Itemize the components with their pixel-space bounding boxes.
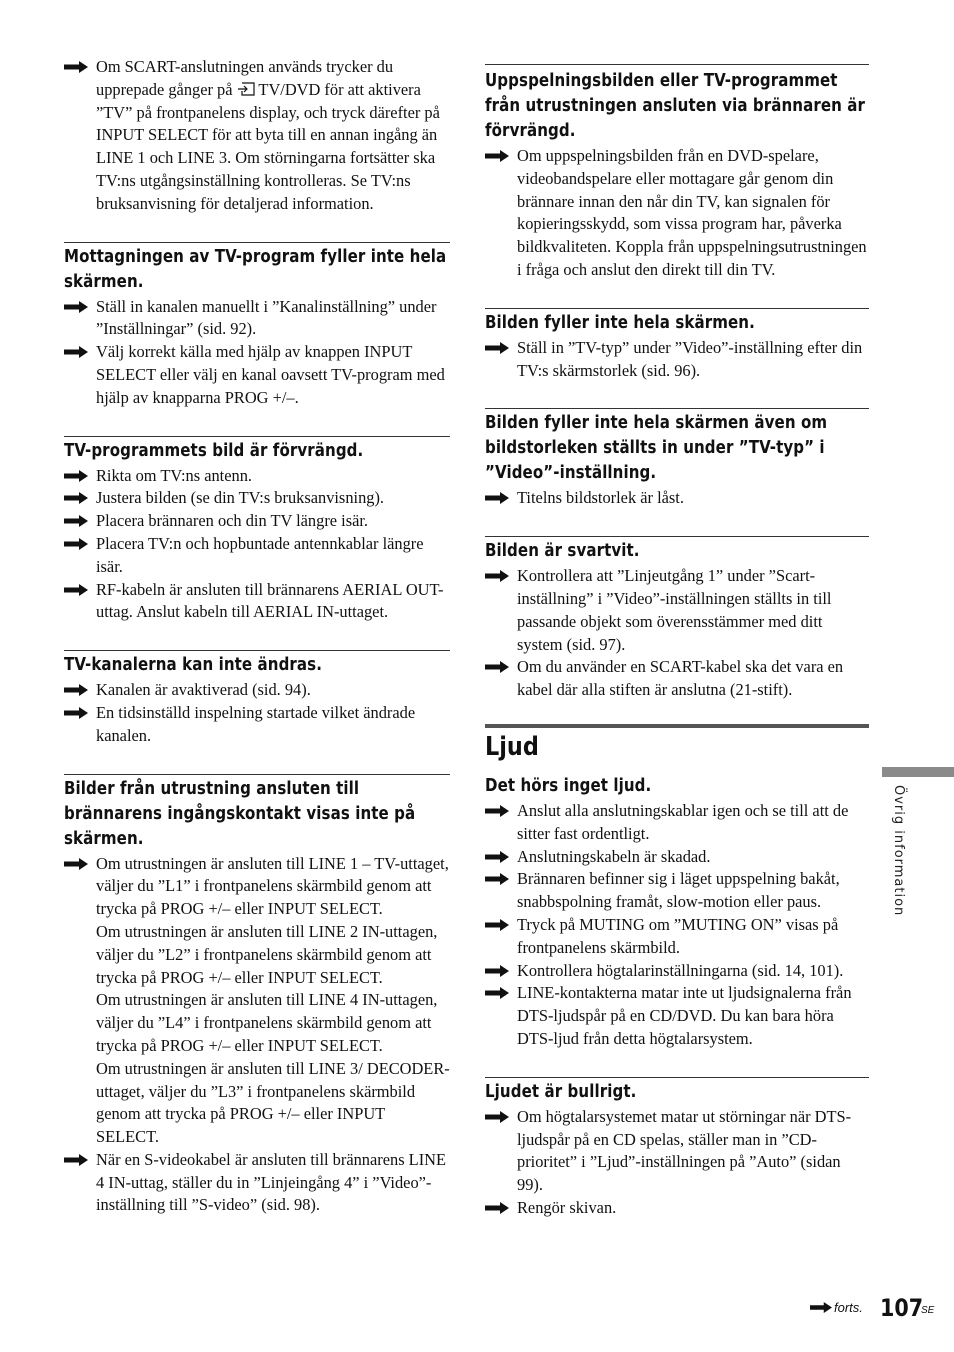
item-text: Placera TV:n och hopbuntade antennkablar längre isär. [96,533,424,576]
right-arrow-icon [485,570,509,582]
item-text: Justera bilden (se din TV:s bruksanvisning). [96,488,385,508]
list-item [485,565,869,656]
troubleshooting-section [485,536,869,702]
item-text: Kontrollera att ”Linjeutgång 1” under ”Scart-inställning” i ”Video”-inställningen ställts in till passande objekt som överensstämmer med ditt system (sid. 97). [517,566,832,654]
troubleshooting-section [485,1077,869,1220]
item-text: LINE-kontakterna matar inte ut ljudsignalerna från DTS-ljudspår på en CD/DVD. Du kan bara höra DTS-ljud från detta högtalarsystem. [517,983,852,1048]
item-text: Titelns bildstorlek är låst. [517,488,684,508]
list-item [485,145,869,282]
troubleshooting-section [485,308,869,383]
list-item [485,337,869,383]
right-arrow-icon [810,1302,832,1313]
page-suffix: SE [921,1305,935,1316]
item-text: Om utrustningen är ansluten till LINE 1 – TV-uttaget, väljer du ”L1” i frontpanelens skärmbild genom att trycka på PROG +/– eller INPUT SELECT. [96,853,449,919]
side-tab-marker [882,767,954,777]
item-text: Placera brännaren och din TV längre isär. [96,511,369,531]
list-item [64,533,450,579]
item-text: En tidsinställd inspelning startade vilket ändrade kanalen. [96,702,416,745]
right-arrow-icon [485,1202,509,1214]
right-arrow-icon [485,987,509,999]
section-heading: Bilden är svartvit. [485,541,640,562]
item-text: Ställ in ”TV-typ” under ”Video”-inställning efter din TV:s skärmstorlek (sid. 96). [517,337,863,380]
list-item [64,487,450,510]
section-heading: Mottagningen av TV-program fyller inte hela skärmen. [64,246,447,292]
item-text: Om utrustningen är ansluten till LINE 3/ DECODER-uttaget, väljer du ”L3” i frontpanelens skärmbild genom att trycka på PROG +/– eller INPUT SELECT. [96,1058,450,1147]
right-arrow-icon [485,965,509,977]
right-column [485,56,869,1220]
list-item [485,960,869,983]
right-arrow-icon [485,661,509,673]
item-text: RF-kabeln är ansluten till brännarens AERIAL OUT-uttag. Anslut kabeln till AERIAL IN-uttaget. [96,579,444,622]
item-text: Om utrustningen är ansluten till LINE 4 IN-uttagen, väljer du ”L4” i frontpanelens skärmbild genom att trycka på PROG +/– eller INPUT SELECT. [96,990,438,1055]
left-column [64,56,450,1217]
item-text: Om utrustningen är ansluten till LINE 2 IN-uttagen, väljer du ”L2” i frontpanelens skärmbild genom att trycka på PROG +/– eller INPUT SELECT. [96,921,438,987]
item-text: Kanalen är avaktiverad (sid. 94). [96,680,311,700]
right-arrow-icon [64,858,88,870]
list-item [64,341,450,409]
list-item [64,510,450,533]
list-item [64,679,450,702]
section-heading: Bilder från utrustning ansluten till brännarens ingångskontakt visas inte på skärmen. [64,778,416,849]
section-heading: TV-kanalerna kan inte ändras. [64,655,323,676]
item-text: Anslut alla anslutningskablar igen och se till att de sitter fast ordentligt. [517,800,849,843]
troubleshooting-section [64,774,450,1218]
troubleshooting-section [64,650,450,747]
section-heading: TV-programmets bild är förvrängd. [64,440,364,461]
right-arrow-icon [64,684,88,696]
item-text: Kontrollera högtalarinställningarna (sid. 14, 101). [517,960,844,980]
right-arrow-icon [485,919,509,931]
section-heading: Bilden fyller inte hela skärmen. [485,312,755,333]
continued-indicator [810,1300,863,1315]
list-item [485,914,869,960]
right-arrow-icon [64,707,88,719]
item-text: Välj korrekt källa med hjälp av knappen INPUT SELECT eller välj en kanal oavsett TV-program med hjälp av knapparna PROG +/–. [96,342,445,407]
item-text: Om du använder en SCART-kabel ska det vara en kabel där alla stiften är anslutna (21-stift). [517,657,844,700]
troubleshooting-section [485,64,869,282]
right-arrow-icon [64,1154,88,1166]
troubleshooting-section [64,242,450,410]
list-item [485,656,869,702]
list-item [64,56,450,216]
list-item [64,1149,450,1217]
list-item [64,702,450,748]
right-arrow-icon [485,851,509,863]
list-item [485,846,869,869]
list-item [485,982,869,1050]
page-number: 107 [880,1294,924,1322]
right-arrow-icon [64,515,88,527]
troubleshooting-section [64,436,450,625]
section-heading: Det hörs inget ljud. [485,775,652,796]
side-section-label: Övrig information [891,785,906,917]
item-text: Ställ in kanalen manuellt i ”Kanalinställning” under ”Inställningar” (sid. 92). [96,296,437,339]
chapter-ljud [485,724,869,1220]
right-arrow-icon [485,805,509,817]
item-text: Om högtalarsystemet matar ut störningar när DTS-ljudspår på en CD spelas, ställer man in ”CD-prioritet” i ”Ljud”-inställningen på ”Auto” (sidan 99). [517,1106,852,1195]
item-text: Anslutningskabeln är skadad. [517,846,711,866]
right-arrow-icon [64,470,88,482]
item-text: Brännaren befinner sig i läget uppspelning bakåt, snabbspolning framåt, slow-motion eller paus. [517,869,840,912]
item-text: Rikta om TV:ns antenn. [96,465,252,485]
section-heading: Uppspelningsbilden eller TV-programmet från utrustningen ansluten via brännaren är förvrängd. [485,71,866,141]
right-arrow-icon [64,538,88,550]
item-text: Om uppspelningsbilden från en DVD-spelare, videobandspelare eller mottagare går genom din brännare innan den når din TV, kan signalen för kopieringsskydd, som vissa program har, påverka bildkvaliteten. Koppla från uppspelningsutrustningen i fråga och anslut den direkt till din TV. [517,146,867,279]
list-item [485,800,869,846]
right-arrow-icon [64,492,88,504]
right-arrow-icon [485,150,509,162]
right-arrow-icon [485,873,509,885]
section-heading: Bilden fyller inte hela skärmen även om bildstorleken ställts in under ”TV-typ” i ”Video”-inställning. [485,413,828,484]
list-item [64,853,450,1149]
list-item [64,296,450,342]
section-heading: Ljudet är bullrigt. [485,1081,637,1102]
list-item [485,487,869,510]
list-item [485,1106,869,1197]
list-item [485,868,869,914]
item-text: Tryck på MUTING om ”MUTING ON” visas på frontpanelens skärmbild. [517,914,839,957]
right-arrow-icon [64,61,88,73]
item-text: Rengör skivan. [517,1197,617,1217]
right-arrow-icon [485,492,509,504]
list-item [64,465,450,488]
chapter-title: Ljud [485,731,539,762]
right-arrow-icon [64,346,88,358]
list-item [64,579,450,625]
item-text: När en S-videokabel är ansluten till brännarens LINE 4 IN-uttag, ställer du in ”Linjeingång 4” i ”Video”-inställning till ”S-video” (sid. 98). [96,1149,446,1215]
input-select-icon [237,82,255,96]
right-arrow-icon [64,301,88,313]
list-item [485,1197,869,1220]
troubleshooting-section [485,774,869,1051]
forts-label: forts. [834,1300,863,1315]
item-text: Om SCART-anslutningen används trycker du upprepade gånger på TV/DVD för att aktivera ”TV” på frontpanelens display, och tryck därefter på INPUT SELECT för att byta till en annan ingång än LINE 1 och LINE 3. Om störningarna fortsätter ska TV:ns utgångsinställning kontrolleras. Se TV:ns bruksanvisning för detaljerad information. [96,57,440,213]
troubleshooting-section [485,408,869,510]
intro-section [64,56,450,216]
right-arrow-icon [485,342,509,354]
right-arrow-icon [485,1111,509,1123]
right-arrow-icon [64,584,88,596]
